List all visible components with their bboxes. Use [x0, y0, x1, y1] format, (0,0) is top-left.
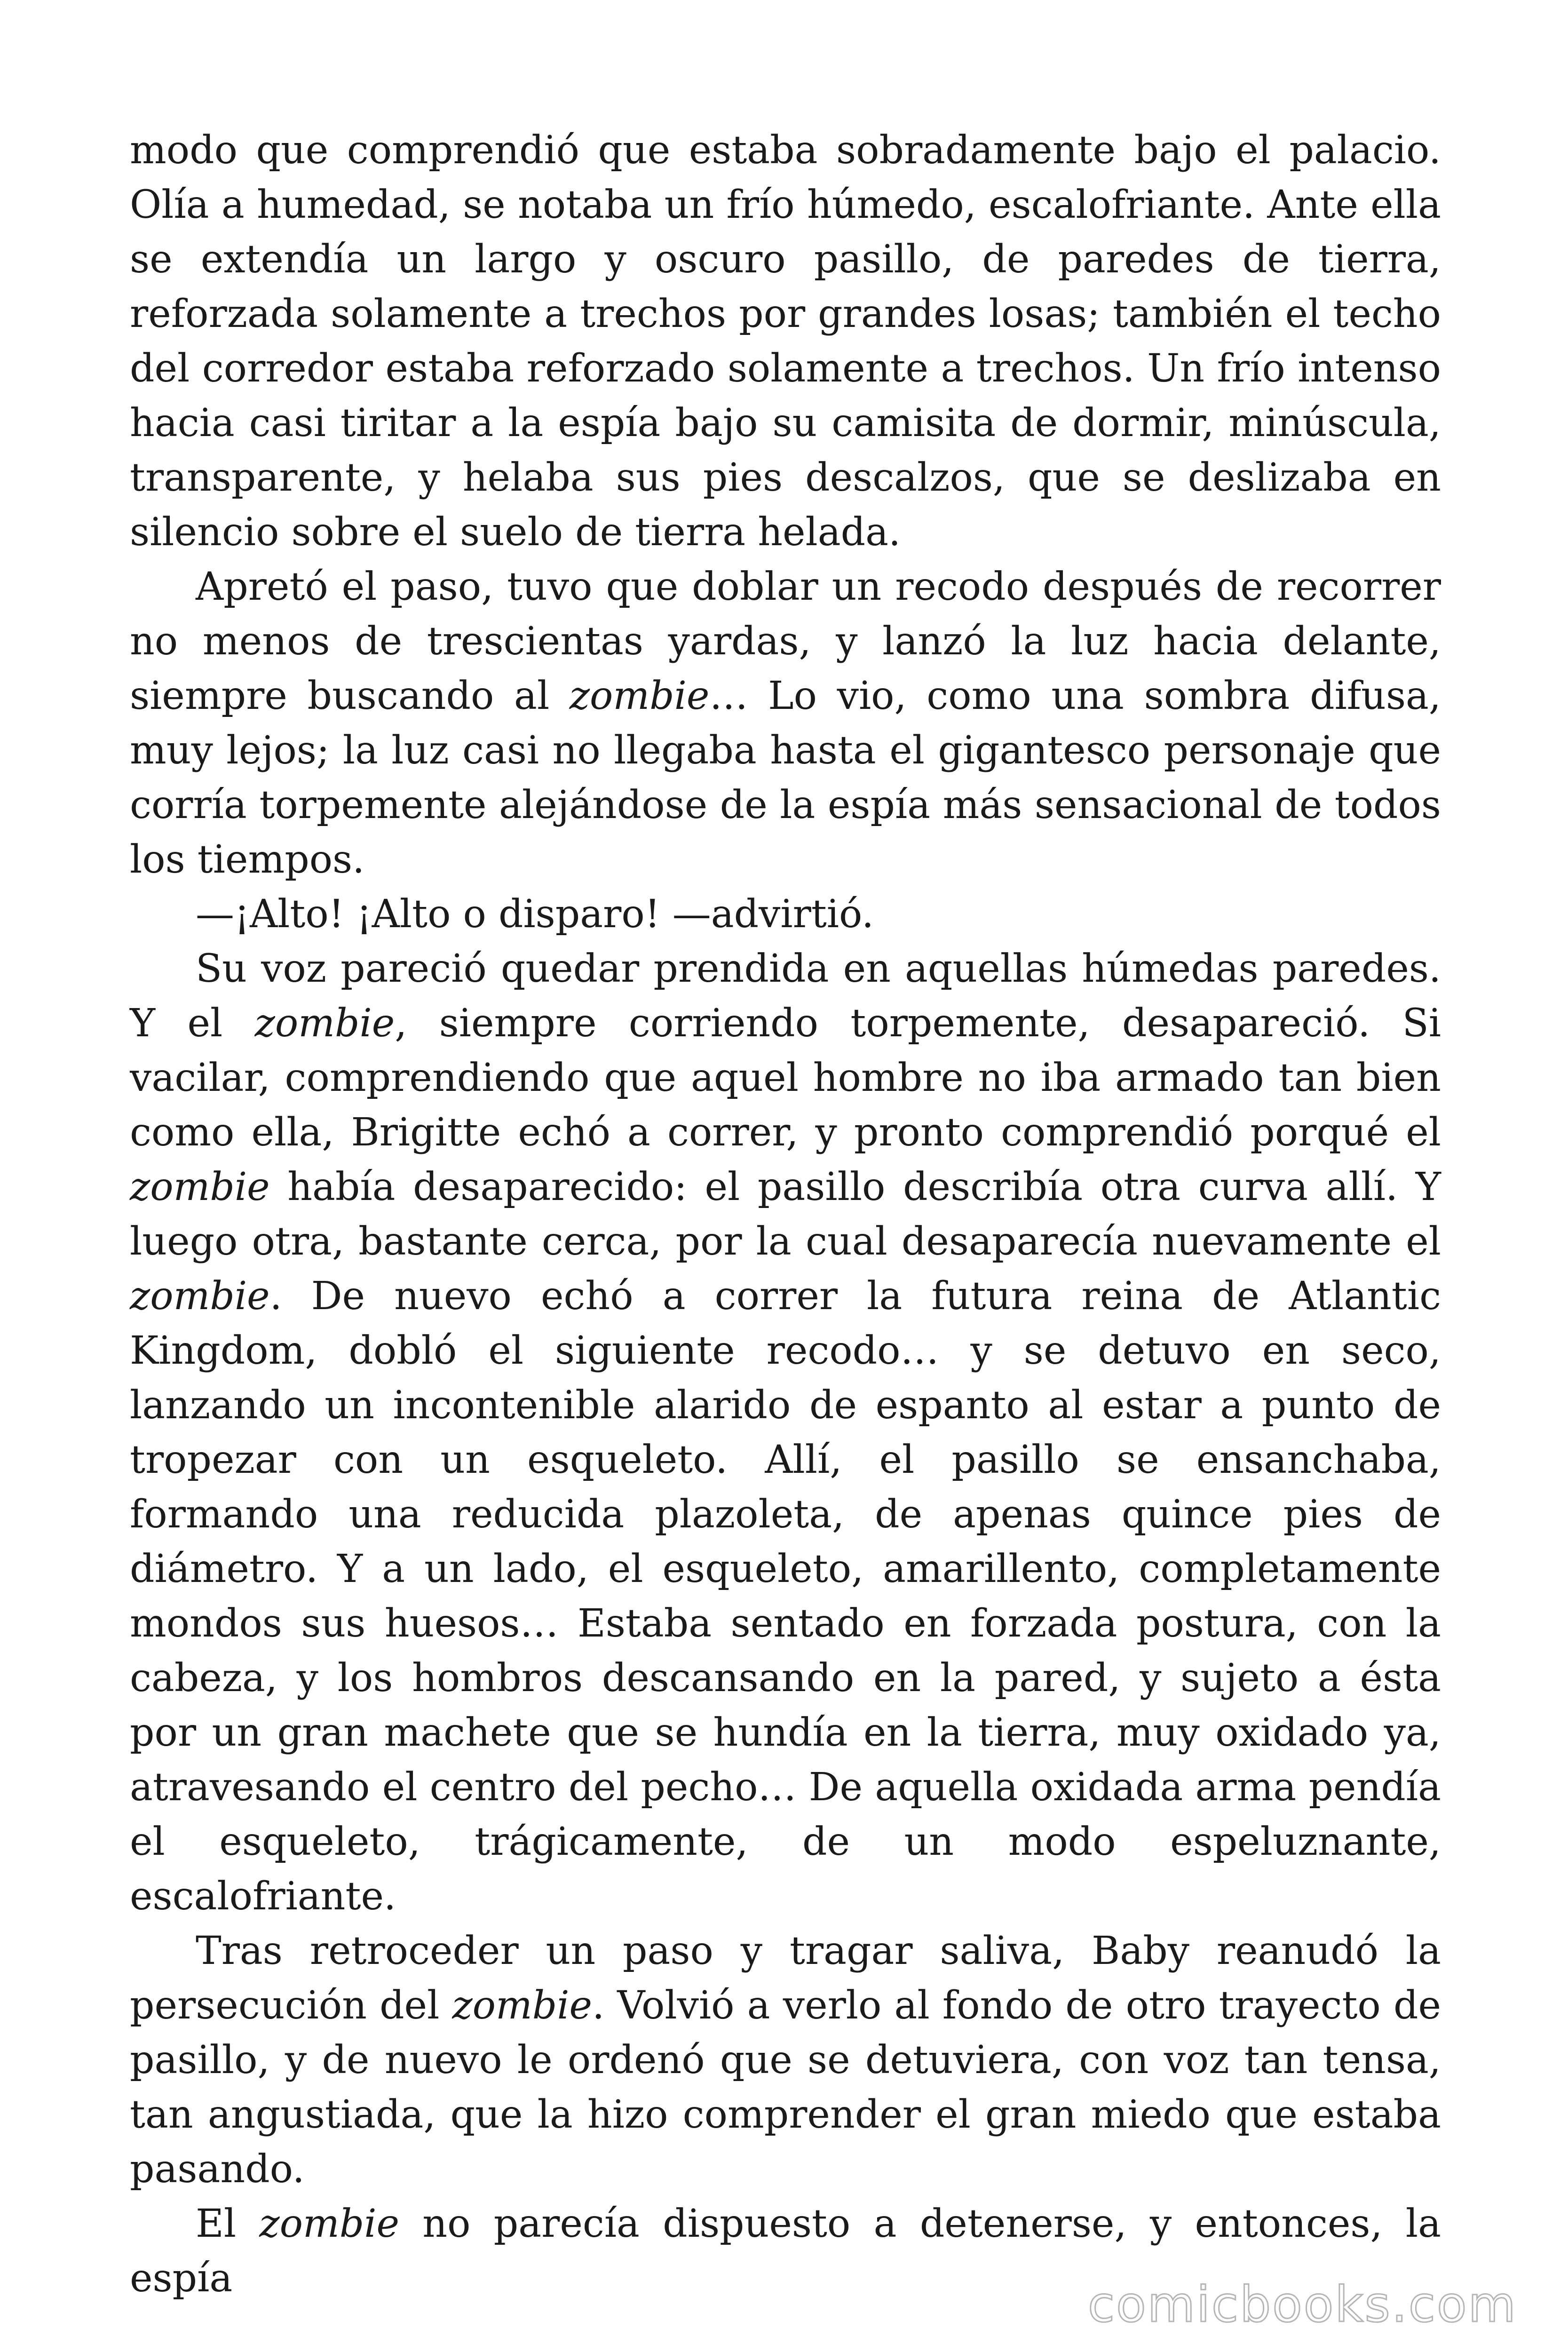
italic-word: zombie	[130, 1274, 270, 1319]
text-run: había desaparecido: el pasillo describía otra curva allí. Y luego otra, bastante cerca, por la cual desaparecía nuevamente el	[130, 1165, 1441, 1264]
italic-word: zombie	[452, 1983, 593, 2028]
italic-word: zombie	[130, 1165, 270, 1209]
text-run: no parecía dispuesto a detenerse, y entonces, la espía	[130, 2201, 1441, 2301]
text-run: Tras retroceder un paso y tragar saliva, Baby reanudó la persecución del	[130, 1929, 1441, 2028]
text-run: Apretó el paso, tuvo que doblar un recodo después de recorrer no menos de trescientas yardas, y lanzó la luz hacia delante, siempre buscando al	[130, 564, 1441, 718]
text-run: . De nuevo echó a correr la futura reina de Atlantic Kingdom, dobló el siguiente recodo… y se detuvo en seco, lanzando un incontenible alarido de espanto al estar a punto de tropezar con un esqueleto. Allí, el pasillo se ensanchaba, formando una reducida plazoleta, de apenas quince pies de diámetro. Y a un lado, el esqueleto, amarillento, completamente mondos sus huesos… Estaba sentado en forzada postura, con la cabeza, y los hombros descansando en la pared, y sujeto a ésta por un gran machete que se hundía en la tierra, muy oxidado ya, atravesando el centro del pecho… De aquella oxidada arma pendía el esqueleto, trágicamente, de un modo espeluznante, escalofriante.	[130, 1274, 1441, 1919]
italic-word: zombie	[254, 1001, 395, 1046]
paragraph-2	[130, 560, 1441, 887]
paragraph-1	[130, 123, 1441, 560]
paragraph-3	[130, 887, 1441, 942]
watermark: comicbooks.com	[1087, 2276, 1517, 2333]
page-body	[130, 123, 1441, 2306]
text-run: Su voz pareció quedar prendida en aquellas húmedas paredes. Y el	[130, 946, 1441, 1046]
italic-word: zombie	[259, 2201, 399, 2246]
text-run: . Volvió a verlo al fondo de otro trayecto de pasillo, y de nuevo le ordenó que se detuviera, con voz tan tensa, tan angustiada, que la hizo comprender el gran miedo que estaba pasando.	[130, 1983, 1441, 2192]
paragraph-5	[130, 1924, 1441, 2197]
text-run: modo que comprendió que estaba sobradamente bajo el palacio. Olía a humedad, se notaba un frío húmedo, escalofriante. Ante ella se extendía un largo y oscuro pasillo, de paredes de tierra, reforzada solamente a trechos por grandes losas; también el techo del corredor estaba reforzado solamente a trechos. Un frío intenso hacia casi tiritar a la espía bajo su camisita de dormir, minúscula, transparente, y helaba sus pies descalzos, que se deslizaba en silencio sobre el suelo de tierra helada.	[130, 128, 1441, 555]
text-run: , siempre corriendo torpemente, desapareció. Si vacilar, comprendiendo que aquel hombre no iba armado tan bien como ella, Brigitte echó a correr, y pronto comprendió porqué el	[130, 1001, 1441, 1155]
italic-word: zombie	[569, 674, 710, 718]
paragraph-4	[130, 942, 1441, 1924]
text-run: El	[196, 2201, 260, 2246]
text-run: —¡Alto! ¡Alto o disparo! —advirtió.	[196, 892, 874, 937]
text-run: … Lo vio, como una sombra difusa, muy lejos; la luz casi no llegaba hasta el gigantesco personaje que corría torpemente alejándose de la espía más sensacional de todos los tiempos.	[130, 674, 1441, 882]
